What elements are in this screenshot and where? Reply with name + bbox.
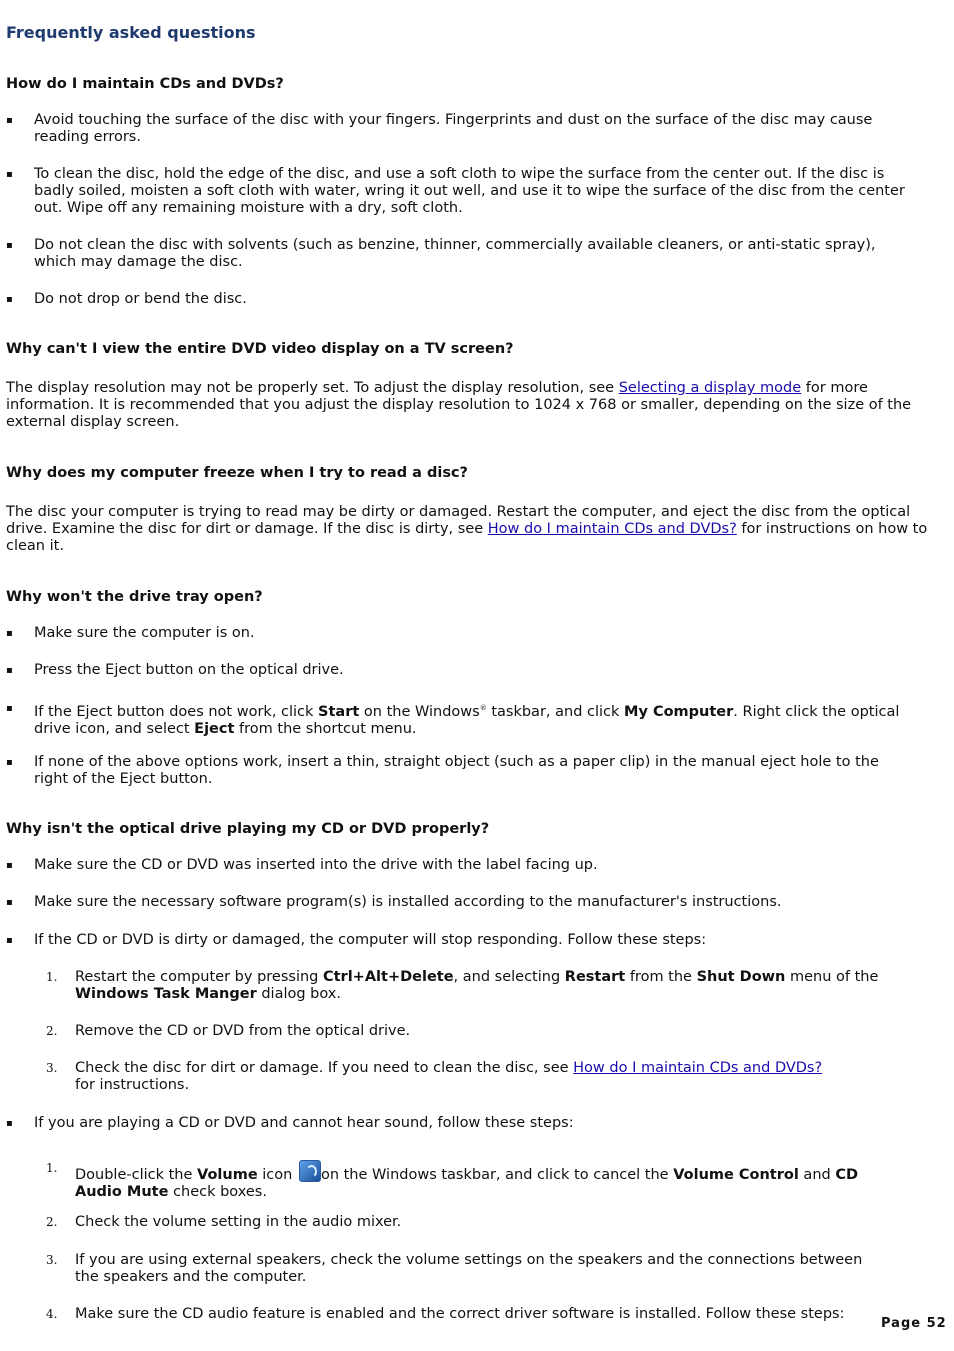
link-selecting-display-mode[interactable]: Selecting a display mode [618,380,802,396]
list-item-text: If the CD or DVD is dirty or damaged, the computer will stop responding. Follow these steps: [34,932,707,948]
step-text: If you are using external speakers, check the volume settings on the speakers and the connections between the speakers and the computer. [75,1252,863,1285]
step-number: 2. [46,1024,58,1038]
bullet-icon: ▪ [6,757,13,768]
list-item-text: To clean the disc, hold the edge of the disc, and use a soft cloth to wipe the surface from the center out. If the disc is badly soiled, moisten a soft cloth with water, wring it out well, and use it to wipe the surface of the disc from the center out. Wipe off any remaining moisture with a dry, soft cloth. [34,166,905,216]
step-number: 2. [46,1215,58,1229]
step-text: Make sure the CD audio feature is enabled and the correct driver software is installed. Follow these steps: [75,1306,845,1322]
question-heading-playback: Why isn't the optical drive playing my CD or DVD properly? [6,821,490,837]
list-item-text: If you are playing a CD or DVD and cannot hear sound, follow these steps: [34,1115,574,1131]
link-maintain-discs-steps[interactable]: How do I maintain CDs and DVDs? [573,1060,823,1076]
step-number: 3. [46,1253,58,1267]
question-heading-tv-display: Why can't I view the entire DVD video display on a TV screen? [6,341,514,357]
step-text: Check the volume setting in the audio mixer. [75,1214,402,1230]
volume-icon [299,1160,321,1182]
step-number: 4. [46,1307,58,1321]
list-item-text: Avoid touching the surface of the disc with your fingers. Fingerprints and dust on the surface of the disc may cause reading errors. [34,112,873,145]
step-number: 1. [46,1161,58,1175]
step-text: Remove the CD or DVD from the optical drive. [75,1023,411,1039]
step-text: Restart the computer by pressing Ctrl+Alt+Delete, and selecting Restart from the Shut Down menu of the Windows Task Manger dialog box. [75,969,879,1002]
bullet-icon: ▪ [6,628,13,639]
question-heading-freeze: Why does my computer freeze when I try to read a disc? [6,465,468,481]
bullet-icon: ▪ [6,115,13,126]
list-item-text: Do not drop or bend the disc. [34,291,247,307]
list-item-text: Make sure the necessary software program(s) is installed according to the manufacturer's instructions. [34,894,782,910]
link-maintain-discs[interactable]: How do I maintain CDs and DVDs? [487,521,737,537]
step-text: Check the disc for dirt or damage. If you need to clean the disc, see How do I maintain CDs and DVDs? for instructions. [75,1060,823,1093]
question-heading-drive-tray: Why won't the drive tray open? [6,589,263,605]
answer-paragraph: The disc your computer is trying to read may be dirty or damaged. Restart the computer, and eject the disc from the optical drive. Examine the disc for dirt or damage. If the disc is dirty, see How do I maintain CDs and DVDs? for instructions on how to clean it. [6,504,928,554]
bullet-icon: ▪ [6,897,13,908]
bullet-icon: ▪ [6,935,13,946]
list-item-text: Press the Eject button on the optical drive. [34,662,344,678]
step-number: 3. [46,1061,58,1075]
bullet-icon: ▪ [6,703,13,714]
page-title: Frequently asked questions [6,23,256,42]
answer-paragraph: The display resolution may not be properly set. To adjust the display resolution, see Selecting a display mode for more information. It is recommended that you adjust the display resolution to 1024 x 768 or smaller, depending on the size of the external display screen. [6,380,912,430]
bullet-icon: ▪ [6,860,13,871]
question-heading-maintain-discs: How do I maintain CDs and DVDs? [6,76,284,92]
list-item-text: If the Eject button does not work, click Start on the Windows® taskbar, and click My Computer. Right click the optical drive icon, and select Eject from the shortcut menu. [34,703,900,737]
list-item-text: Make sure the CD or DVD was inserted into the drive with the label facing up. [34,857,598,873]
bullet-icon: ▪ [6,240,13,251]
step-text: Double-click the Volume icon on the Windows taskbar, and click to cancel the Volume Control and CD Audio Mute check boxes. [75,1160,885,1201]
page-number: Page 52 [881,1316,947,1331]
list-item-text: Do not clean the disc with solvents (such as benzine, thinner, commercially available cleaners, or anti-static spray), which may damage the disc. [34,237,876,270]
list-item-text: If none of the above options work, insert a thin, straight object (such as a paper clip) in the manual eject hole to the right of the Eject button. [34,754,879,787]
step-number: 1. [46,970,58,984]
bullet-icon: ▪ [6,665,13,676]
list-item-text: Make sure the computer is on. [34,625,255,641]
bullet-icon: ▪ [6,1118,13,1129]
bullet-icon: ▪ [6,294,13,305]
bullet-icon: ▪ [6,169,13,180]
